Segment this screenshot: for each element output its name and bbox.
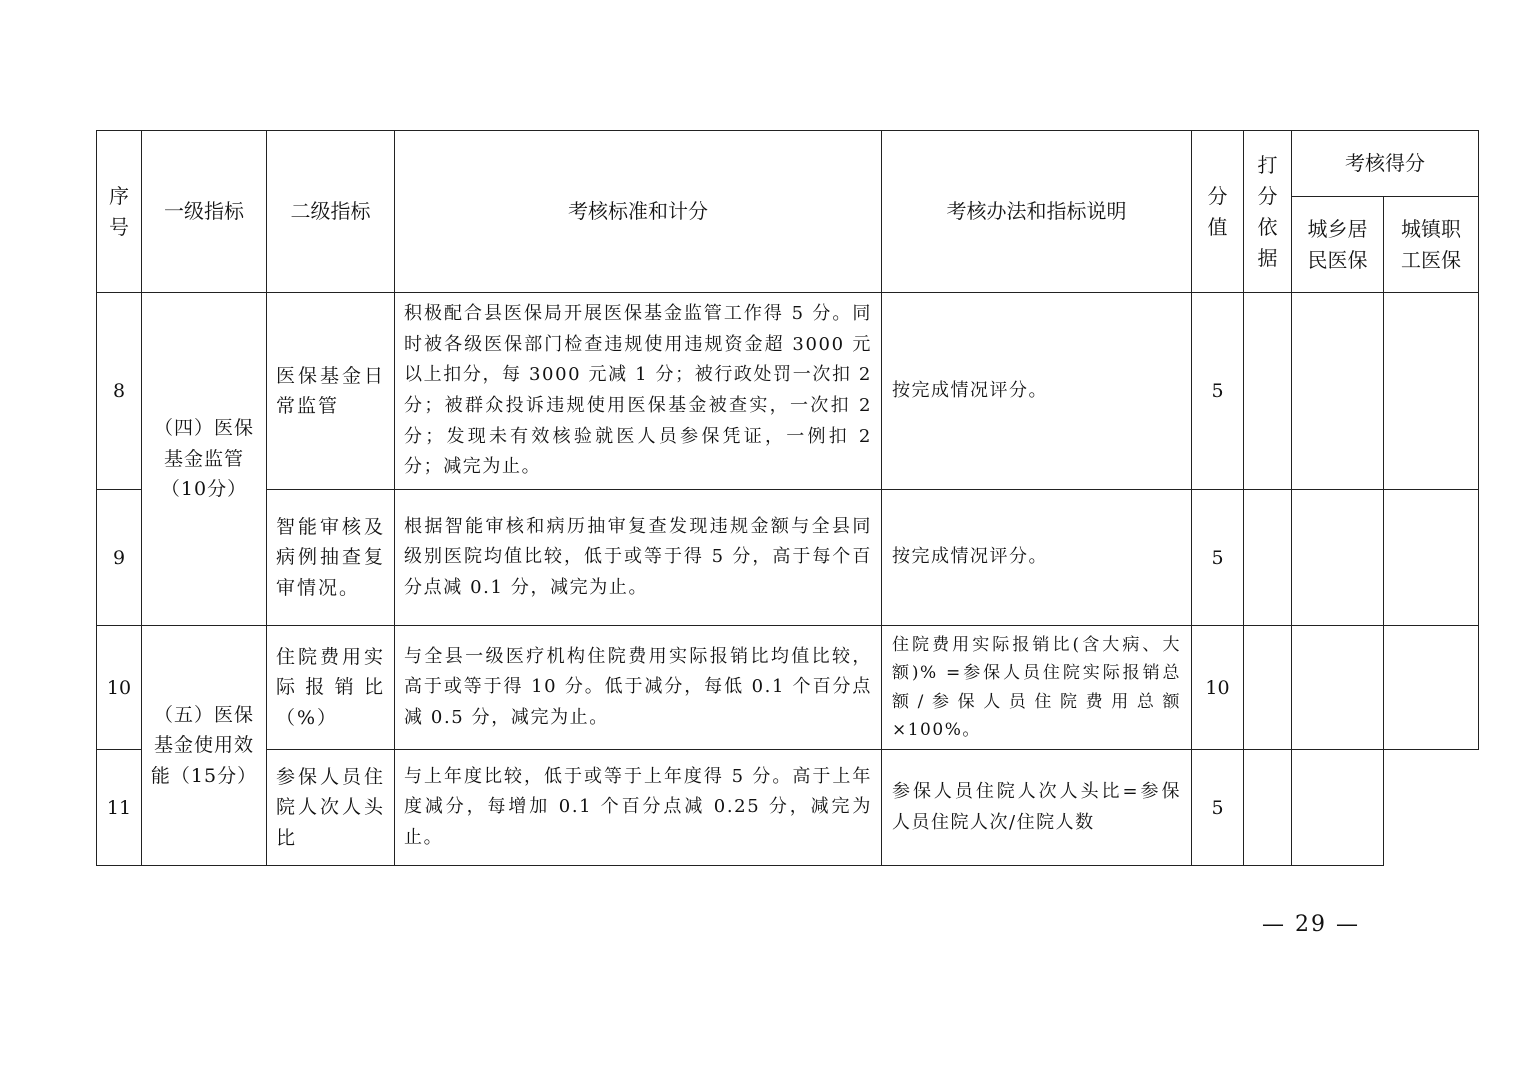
- urban-score-cell[interactable]: [1384, 626, 1479, 750]
- row-seq: 11: [97, 750, 142, 866]
- rural-score-cell[interactable]: [1292, 626, 1384, 750]
- row-standard: 根据智能审核和病历抽审复查发现违规金额与全县同级别医院均值比较，低于或等于得 5 分，高于每个百分点减 0.1 分，减完为止。: [395, 490, 882, 626]
- header-rural: 城乡居民医保: [1292, 197, 1384, 293]
- assessment-table: [96, 130, 1479, 866]
- row-method: 住院费用实际报销比(含大病、大额)% =参保人员住院实际报销总额/参保人员住院费用总额×100%。: [882, 626, 1192, 750]
- page-number: — 29 —: [1262, 912, 1360, 937]
- group-level1: （四）医保基金监管（10分）: [142, 293, 267, 626]
- row-seq: 9: [97, 490, 142, 626]
- basis-cell[interactable]: [1244, 626, 1292, 750]
- row-score: 10: [1192, 626, 1244, 750]
- group-level1: （五）医保基金使用效能（15分）: [142, 626, 267, 866]
- header-score: 分值: [1192, 131, 1244, 293]
- table-row: [97, 750, 1479, 866]
- basis-cell[interactable]: [1244, 293, 1292, 490]
- row-method: 参保人员住院人次人头比=参保人员住院人次/住院人数: [882, 750, 1192, 866]
- row-level2: 住院费用实际报销比（%）: [267, 626, 395, 750]
- row-method: 按完成情况评分。: [882, 293, 1192, 490]
- row-standard: 积极配合县医保局开展医保基金监管工作得 5 分。同时被各级医保部门检查违规使用违规资金超 3000 元以上扣分，每 3000 元减 1 分；被行政处罚一次扣 2 分；被群众投诉违规使用医保基金被查实，一次扣 2 分；发现未有效核验就医人员参保凭证，一例扣 2 分；减完为止。: [395, 293, 882, 490]
- table-row: [97, 293, 1479, 490]
- header-urban: 城镇职工医保: [1384, 197, 1479, 293]
- row-seq: 10: [97, 626, 142, 750]
- rural-score-cell[interactable]: [1292, 293, 1384, 490]
- basis-cell[interactable]: [1244, 750, 1292, 866]
- row-seq: 8: [97, 293, 142, 490]
- row-standard: 与全县一级医疗机构住院费用实际报销比均值比较，高于或等于得 10 分。低于减分，每低 0.1 个百分点减 0.5 分，减完为止。: [395, 626, 882, 750]
- row-score: 5: [1192, 490, 1244, 626]
- row-score: 5: [1192, 293, 1244, 490]
- header-standard: 考核标准和计分: [395, 131, 882, 293]
- rural-score-cell[interactable]: [1292, 750, 1384, 866]
- row-level2: 智能审核及病例抽查复审情况。: [267, 490, 395, 626]
- urban-score-cell[interactable]: [1384, 293, 1479, 490]
- row-level2: 参保人员住院人次人头比: [267, 750, 395, 866]
- header-level1: 一级指标: [142, 131, 267, 293]
- basis-cell[interactable]: [1244, 490, 1292, 626]
- table-row: [97, 490, 1479, 626]
- row-score: 5: [1192, 750, 1244, 866]
- rural-score-cell[interactable]: [1292, 490, 1384, 626]
- header-level2: 二级指标: [267, 131, 395, 293]
- header-seq: 序号: [97, 131, 142, 293]
- row-standard: 与上年度比较，低于或等于上年度得 5 分。高于上年度减分，每增加 0.1 个百分点减 0.25 分，减完为止。: [395, 750, 882, 866]
- urban-score-cell[interactable]: [1384, 490, 1479, 626]
- header-row-1: [97, 131, 1479, 197]
- row-method: 按完成情况评分。: [882, 490, 1192, 626]
- header-method: 考核办法和指标说明: [882, 131, 1192, 293]
- row-level2: 医保基金日常监管: [267, 293, 395, 490]
- urban-score-cell[interactable]: [1384, 750, 1479, 866]
- table-row: [97, 626, 1479, 750]
- header-basis: 打分依据: [1244, 131, 1292, 293]
- header-result: 考核得分: [1292, 131, 1479, 197]
